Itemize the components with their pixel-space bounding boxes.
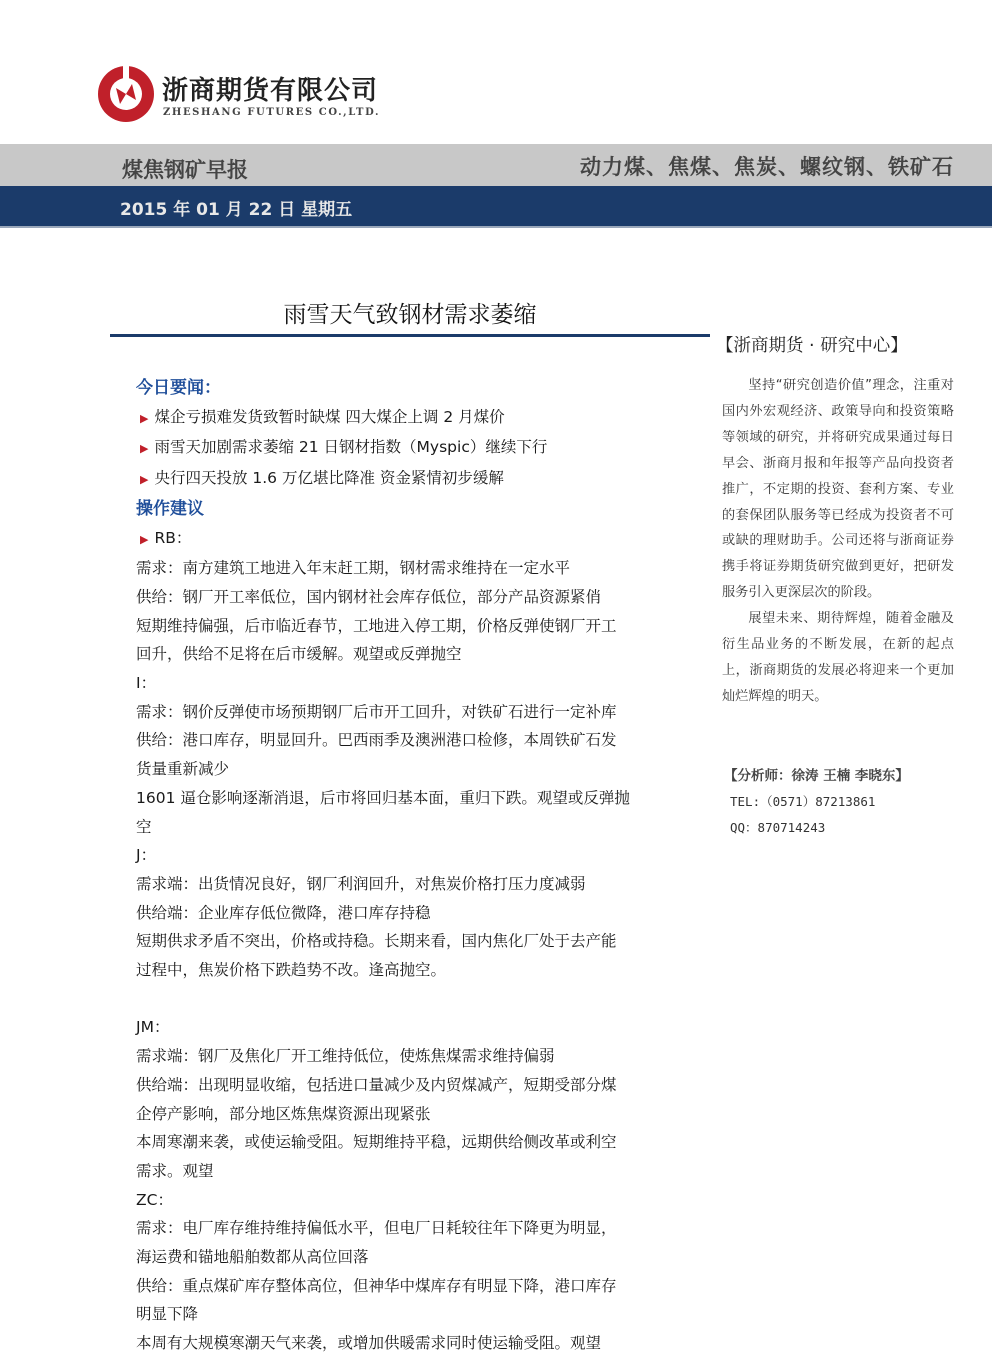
- advice-line: 明显下降: [136, 1305, 199, 1324]
- advice-line: 需求：电厂库存维持维持偏低水平，但电厂日耗较往年下降更为明显，: [136, 1219, 617, 1238]
- advice-line: 本周有大规模寒潮天气来袭，或增加供暖需求同时使运输受阻。观望: [136, 1334, 602, 1353]
- advice-line: 空: [136, 817, 152, 836]
- contact-tel: TEL:（0571）87213861: [730, 794, 876, 809]
- advice-line: 需求端：钢厂及焦化厂开工维持低位，使炼焦煤需求维持偏弱: [136, 1047, 555, 1066]
- advice-line: 1601 逼仓影响逐渐消退，后市将回归基本面，重归下跌。观望或反弹抛: [136, 788, 630, 807]
- rb-label: ▶ RB：: [140, 528, 192, 547]
- advice-line: 回升，供给不足将在后市缓解。观望或反弹抛空: [136, 645, 462, 664]
- news-item-text: 煤企亏损难发货致暂时缺煤 四大煤企上调 2 月煤价: [154, 407, 505, 426]
- sidebar-paragraph: 展望未来、期待辉煌，随着金融及衍生品业务的不断发展，在新的起点上，浙商期货的发展必将迎来一个更加灿烂辉煌的明天。: [722, 611, 954, 704]
- headline-rule: [110, 334, 710, 337]
- blank-line: [136, 985, 696, 1014]
- advice-line: 短期维持偏强，后市临近春节，工地进入停工期，价格反弹使钢厂开工: [136, 616, 617, 635]
- advice-line: 海运费和锚地船舶数都从高位回落: [136, 1248, 369, 1267]
- bullet-arrow-icon: ▶: [140, 411, 149, 425]
- advice-line: 需求：钢价反弹使市场预期钢厂后市开工回升，对铁矿石进行一定补库: [136, 702, 617, 721]
- advice-lines: [136, 554, 696, 1358]
- advice-line: 需求：南方建筑工地进入年末赶工期，钢材需求维持在一定水平: [136, 559, 571, 578]
- advice-line: 供给端：出现明显收缩，包括进口量减少及内贸煤减产，短期受部分煤: [136, 1075, 617, 1094]
- product-list: 动力煤、焦煤、焦炭、螺纹钢、铁矿石: [580, 155, 954, 179]
- company-name-en: ZHESHANG FUTURES CO.,LTD.: [163, 107, 381, 118]
- advice-line: 供给端：企业库存低位微降，港口库存持稳: [136, 903, 431, 922]
- contact-qq: QQ：870714243: [730, 820, 826, 835]
- advice-line: J：: [136, 846, 157, 865]
- company-logo: [96, 64, 156, 124]
- bullet-arrow-icon: ▶: [140, 473, 149, 487]
- advice-line: I：: [136, 674, 157, 693]
- advice-line: 过程中，焦炭价格下跌趋势不改。逢高抛空。: [136, 961, 447, 980]
- advice-line: 供给：钢厂开工率低位，国内钢材社会库存低位，部分产品资源紧俏: [136, 587, 602, 606]
- advice-line: 供给：港口库存，明显回升。巴西雨季及澳洲港口检修，本周铁矿石发: [136, 731, 617, 750]
- news-section-title: 今日要闻：: [136, 378, 221, 398]
- advice-line: ZC：: [136, 1190, 173, 1209]
- report-name: 煤焦钢矿早报: [122, 158, 248, 182]
- band-divider: [0, 226, 992, 228]
- headline: 雨雪天气致钢材需求萎缩: [283, 302, 537, 328]
- advice-line: 货量重新减少: [136, 760, 230, 779]
- report-date: 2015 年 01 月 22 日 星期五: [120, 200, 353, 220]
- bullet-arrow-icon: ▶: [140, 532, 149, 546]
- advice-line: 短期供求矛盾不突出，价格或持稳。长期来看，国内焦化厂处于去产能: [136, 932, 617, 951]
- sidebar-body: [722, 373, 954, 710]
- advice-line: 需求端：出货情况良好，钢厂利润回升，对焦炭价格打压力度减弱: [136, 874, 586, 893]
- advice-line: 供给：重点煤矿库存整体高位，但神华中煤库存有明显下降，港口库存: [136, 1276, 617, 1295]
- analysts: 【分析师：徐涛 王楠 李晓东】: [724, 768, 909, 784]
- advice-line: 企停产影响，部分地区炼焦煤资源出现紧张: [136, 1104, 431, 1123]
- advice-line: 本周寒潮来袭，或使运输受阻。短期维持平稳，远期供给侧改革或利空: [136, 1133, 617, 1152]
- advice-line: 需求。观望: [136, 1161, 214, 1180]
- advice-line: JM：: [136, 1018, 170, 1037]
- news-item-text: 雨雪天加剧需求萎缩 21 日钢材指数（Myspic）继续下行: [154, 438, 548, 457]
- news-item: [136, 403, 696, 434]
- bullet-arrow-icon: ▶: [140, 442, 149, 456]
- sidebar-paragraph: 坚持“研究创造价值”理念，注重对国内外宏观经济、政策导向和投资策略等领域的研究，并将研究成果通过每日早会、浙商月报和年报等产品向投资者推广，不定期的投资、套利方案、专业的套保团队服务等已经成为投资者不可或缺的理财助手。公司还将与浙商证券携手将证券期货研究做到更好，把研发服务引入更深层次的阶段。: [722, 378, 954, 601]
- news-item: [136, 433, 696, 464]
- advice-section-title: 操作建议: [136, 498, 204, 519]
- main-content: [136, 374, 696, 1358]
- news-item-text: 央行四天投放 1.6 万亿堪比降准 资金紧情初步缓解: [154, 469, 504, 488]
- news-item: [136, 464, 696, 495]
- company-name-cn: 浙商期货有限公司: [162, 76, 379, 106]
- sidebar-title: 【浙商期货 · 研究中心】: [716, 336, 908, 356]
